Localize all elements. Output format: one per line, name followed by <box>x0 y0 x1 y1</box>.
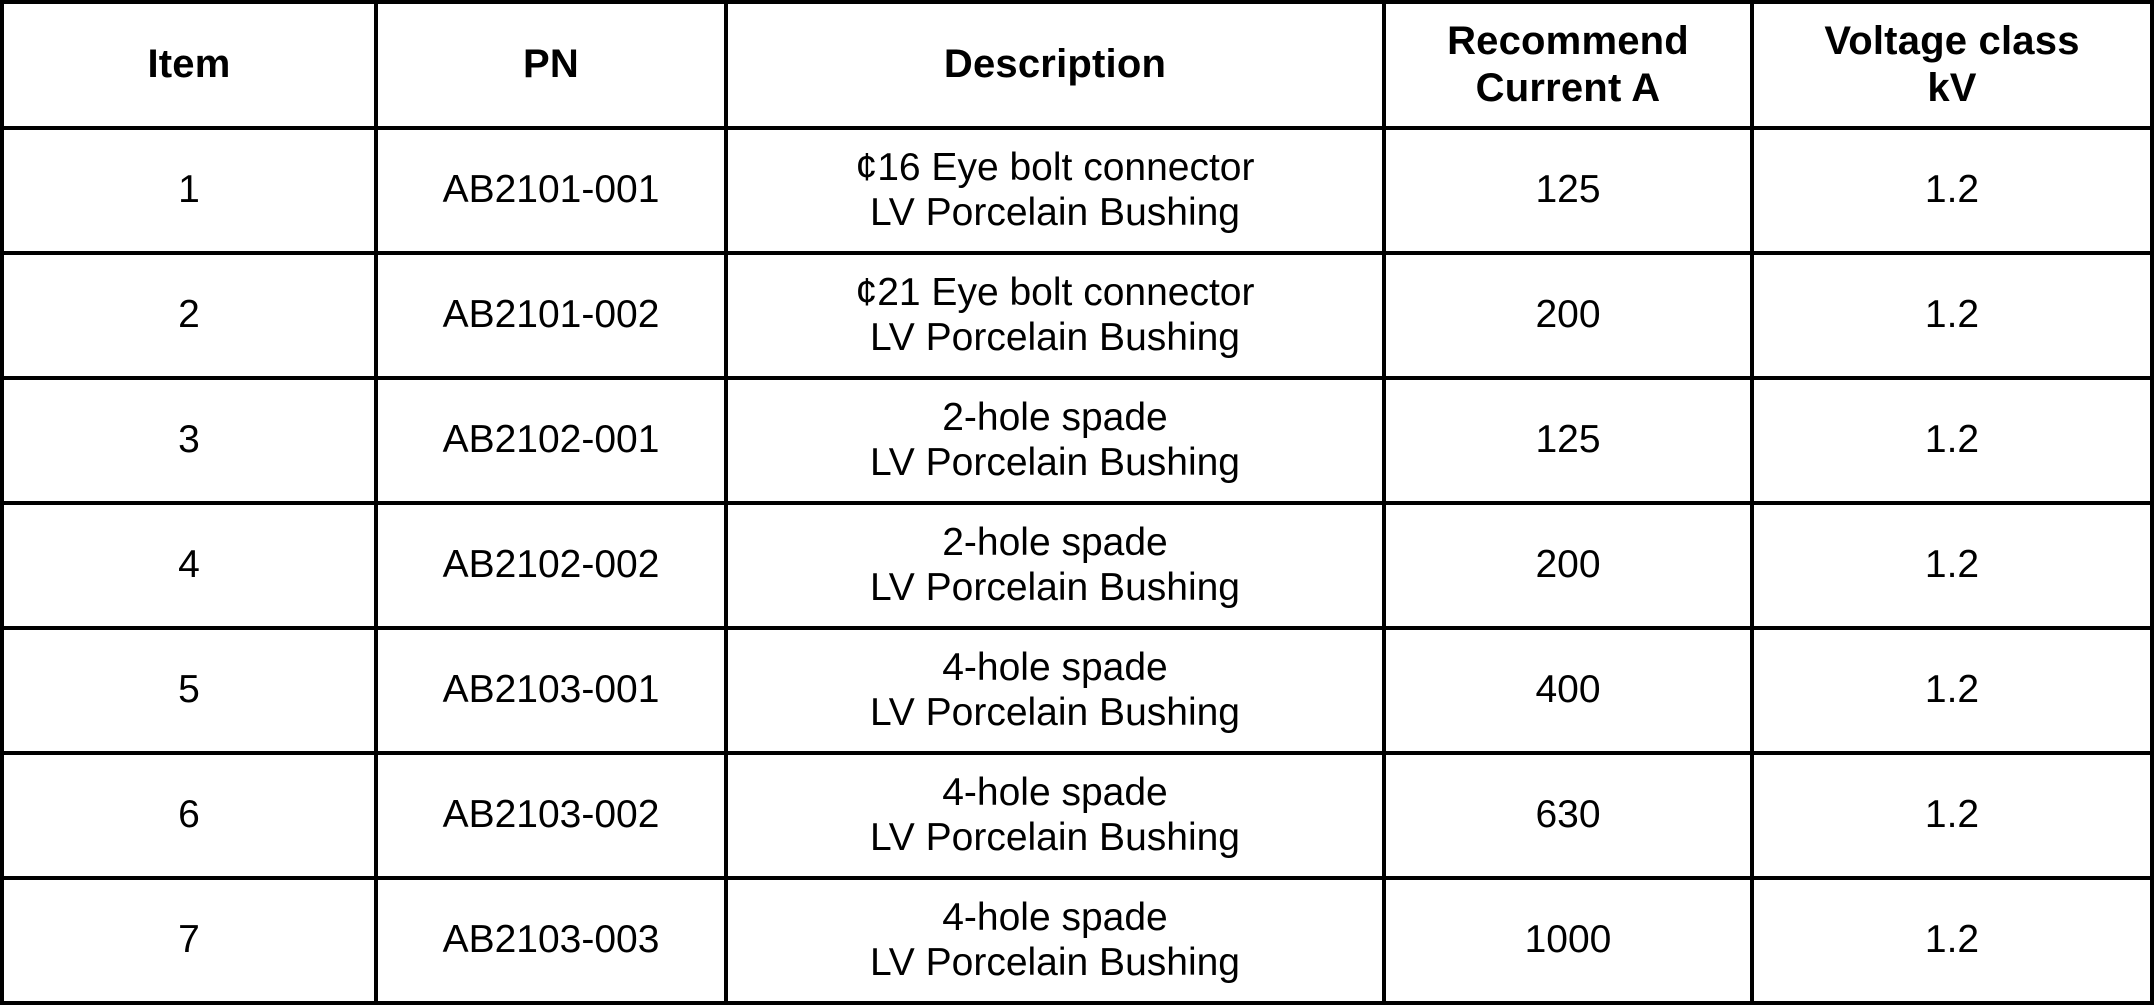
cell-voltage <box>1752 753 2152 878</box>
cell-pn-value: AB2101-002 <box>442 293 660 337</box>
cell-current-value: 125 <box>1535 418 1601 462</box>
cell-item <box>2 628 376 753</box>
cell-description-line1: ¢16 Eye bolt connector <box>855 145 1255 189</box>
table-row <box>2 128 2152 253</box>
table-row <box>2 628 2152 753</box>
cell-current-value: 400 <box>1535 668 1601 712</box>
cell-item <box>2 878 376 1003</box>
cell-current-value: 1000 <box>1524 918 1612 962</box>
cell-current <box>1384 878 1752 1003</box>
cell-description <box>726 753 1384 878</box>
cell-voltage-value: 1.2 <box>1924 918 1980 962</box>
cell-item-value: 4 <box>178 543 200 587</box>
cell-description <box>726 628 1384 753</box>
column-header-voltage-class-line1: Voltage class <box>1824 18 2080 63</box>
table-row <box>2 253 2152 378</box>
cell-description <box>726 253 1384 378</box>
table-row <box>2 503 2152 628</box>
cell-item-value: 5 <box>178 668 200 712</box>
cell-voltage-value: 1.2 <box>1924 168 1980 212</box>
cell-current <box>1384 503 1752 628</box>
cell-voltage <box>1752 378 2152 503</box>
cell-item-value: 2 <box>178 293 200 337</box>
cell-description-line1: ¢21 Eye bolt connector <box>855 270 1255 314</box>
cell-description <box>726 128 1384 253</box>
cell-description-line2: LV Porcelain Bushing <box>869 440 1240 484</box>
cell-item-value: 3 <box>178 418 200 462</box>
cell-item <box>2 503 376 628</box>
table-header-row <box>2 2 2152 128</box>
cell-voltage <box>1752 128 2152 253</box>
cell-description-line2: LV Porcelain Bushing <box>869 940 1240 984</box>
column-header-recommend-current-line1: Recommend <box>1447 18 1689 63</box>
cell-current-value: 125 <box>1535 168 1601 212</box>
cell-description-line2: LV Porcelain Bushing <box>869 565 1240 609</box>
cell-description-line2: LV Porcelain Bushing <box>869 190 1240 234</box>
cell-current <box>1384 128 1752 253</box>
cell-voltage <box>1752 253 2152 378</box>
cell-description-line2: LV Porcelain Bushing <box>869 815 1240 859</box>
cell-item <box>2 253 376 378</box>
cell-current <box>1384 628 1752 753</box>
cell-description-line2: LV Porcelain Bushing <box>869 690 1240 734</box>
cell-pn <box>376 128 726 253</box>
cell-voltage <box>1752 628 2152 753</box>
cell-current <box>1384 753 1752 878</box>
column-header-recommend-current <box>1384 2 1752 128</box>
cell-pn-value: AB2103-002 <box>442 793 660 837</box>
cell-voltage-value: 1.2 <box>1924 793 1980 837</box>
table-body <box>2 128 2152 1003</box>
cell-pn <box>376 503 726 628</box>
cell-pn <box>376 628 726 753</box>
cell-description-line1: 2-hole spade <box>942 520 1168 564</box>
cell-description <box>726 878 1384 1003</box>
cell-voltage <box>1752 878 2152 1003</box>
column-header-voltage-class <box>1752 2 2152 128</box>
cell-current-value: 200 <box>1535 543 1601 587</box>
column-header-pn-label: PN <box>523 42 579 87</box>
cell-pn <box>376 378 726 503</box>
cell-current-value: 200 <box>1535 293 1601 337</box>
cell-voltage-value: 1.2 <box>1924 543 1980 587</box>
table-row <box>2 753 2152 878</box>
cell-description <box>726 378 1384 503</box>
cell-description-line1: 4-hole spade <box>942 770 1168 814</box>
column-header-voltage-class-line2: kV <box>1927 66 1977 110</box>
cell-description-line1: 4-hole spade <box>942 645 1168 689</box>
cell-pn <box>376 753 726 878</box>
column-header-recommend-current-line2: Current A <box>1475 66 1661 110</box>
table-row <box>2 378 2152 503</box>
cell-current-value: 630 <box>1535 793 1601 837</box>
column-header-pn <box>376 2 726 128</box>
cell-description-line1: 4-hole spade <box>942 895 1168 939</box>
cell-voltage-value: 1.2 <box>1924 668 1980 712</box>
cell-pn-value: AB2101-001 <box>442 168 660 212</box>
column-header-description <box>726 2 1384 128</box>
cell-voltage-value: 1.2 <box>1924 418 1980 462</box>
cell-item <box>2 378 376 503</box>
cell-pn-value: AB2103-003 <box>442 918 660 962</box>
cell-description <box>726 503 1384 628</box>
table-header <box>2 2 2152 128</box>
cell-voltage <box>1752 503 2152 628</box>
table-row <box>2 878 2152 1003</box>
cell-pn-value: AB2103-001 <box>442 668 660 712</box>
cell-item-value: 7 <box>178 918 200 962</box>
column-header-item-label: Item <box>147 42 231 87</box>
cell-item <box>2 753 376 878</box>
cell-current <box>1384 378 1752 503</box>
cell-pn <box>376 878 726 1003</box>
cell-pn-value: AB2102-002 <box>442 543 660 587</box>
cell-item-value: 6 <box>178 793 200 837</box>
column-header-item <box>2 2 376 128</box>
cell-pn-value: AB2102-001 <box>442 418 660 462</box>
cell-voltage-value: 1.2 <box>1924 293 1980 337</box>
cell-pn <box>376 253 726 378</box>
column-header-description-label: Description <box>943 42 1167 87</box>
cell-description-line1: 2-hole spade <box>942 395 1168 439</box>
cell-description-line2: LV Porcelain Bushing <box>869 315 1240 359</box>
cell-item-value: 1 <box>178 168 200 212</box>
cell-current <box>1384 253 1752 378</box>
cell-item <box>2 128 376 253</box>
